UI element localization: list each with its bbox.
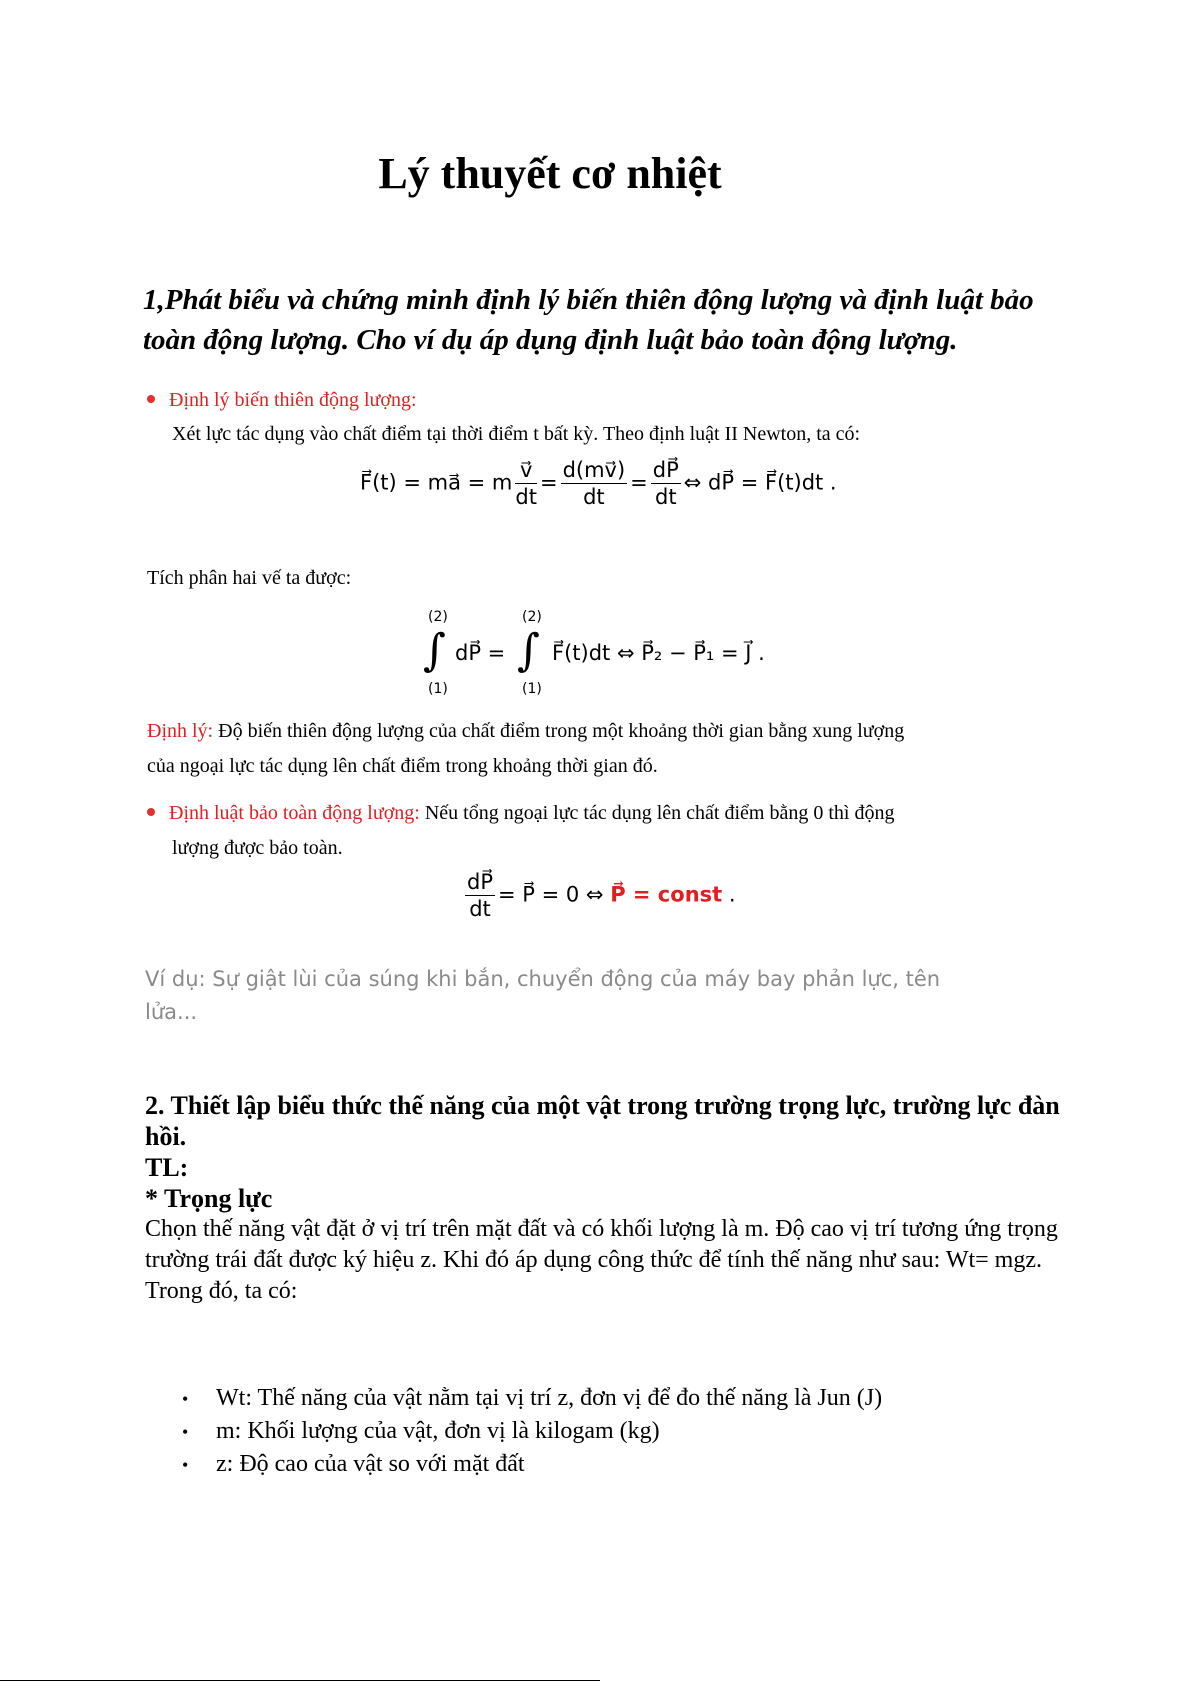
- eq1-fraction-1: $\frac{v⃗}{dt}$: [515, 458, 537, 509]
- integrate-text: Tích phân hai vế ta được:: [147, 567, 352, 589]
- question-2-block: [145, 1090, 1075, 1307]
- bullet-dot-icon: [147, 395, 155, 403]
- eq3-fraction: $\frac{dP⃗}{dt}$: [467, 870, 493, 921]
- integral-sign-icon: ∫: [517, 625, 540, 676]
- eq2-part2: F⃗(t)dt ⇔ P⃗₂ − P⃗₁ = J⃗ .: [552, 641, 765, 665]
- question-2-heading: 2. Thiết lập biểu thức thế năng của một vật trong trường trọng lực, trường lực đàn hồi.: [145, 1091, 1060, 1151]
- gravity-paragraph: Chọn thế năng vật đặt ở vị trí trên mặt đất và có khối lượng là m. Độ cao vị trí tương ứng trọng trường trái đất được ký hiệu z. Khi đó áp dụng công thức để tính thế năng như sau: Wt= mgz.: [145, 1216, 1058, 1273]
- integral-sign-icon: ∫: [423, 625, 446, 676]
- theorem-statement: Định lý: Độ biến thiên động lượng của chất điểm trong một khoảng thời gian bằng xung lượng: [147, 720, 905, 742]
- page-title: Lý thuyết cơ nhiệt: [378, 149, 722, 198]
- example-line-1: Ví dụ: Sự giật lùi của súng khi bắn, chuyển động của máy bay phản lực, tên: [145, 967, 941, 991]
- int2-upper: (2): [522, 609, 542, 625]
- eq1-rhs: ⇔ dP⃗ = F⃗(t)dt .: [683, 470, 837, 495]
- intro-text: Xét lực tác dụng vào chất điểm tại thời điểm t bất kỳ. Theo định luật II Newton, ta có:: [172, 423, 861, 445]
- eq1-fraction-2: $\frac{d(mv⃗)}{dt}$: [562, 458, 626, 509]
- int1-upper: (2): [428, 609, 448, 625]
- list-item: • Wt: Thế năng của vật nằm tại vị trí z, đơn vị để đo thế năng là Jun (J): [182, 1382, 882, 1415]
- gravity-subheading: * Trọng lực: [145, 1184, 273, 1213]
- trong-do-text: Trong đó, ta có:: [145, 1278, 298, 1304]
- answer-label: TL:: [145, 1153, 189, 1182]
- int2-lower: (1): [522, 681, 542, 697]
- eq2-part1: dP⃗ =: [455, 641, 506, 665]
- equation-newton: F⃗(t) = ma⃗ = m $\frac{v⃗}{dt}$ = $\frac{d(mv⃗)}{dt}$ = $\frac{dP⃗}{dt}$ ⇔ dP⃗ = F⃗(t)dt .: [360, 458, 837, 509]
- bullet-title: Định luật bảo toàn động lượng:: [169, 802, 420, 824]
- list-item: • m: Khối lượng của vật, đơn vị là kilogam (kg): [182, 1415, 882, 1448]
- const-result: P⃗ = const: [610, 882, 723, 907]
- int1-lower: (1): [428, 681, 448, 697]
- definitions-list: [182, 1382, 882, 1481]
- question-1-heading: 1,Phát biểu và chứng minh định lý biến thiên động lượng và định luật bảo toàn động lượng. Cho ví dụ áp dụng định luật bảo toàn động lượng.: [143, 284, 1034, 356]
- example-line-2: lửa...: [145, 1000, 198, 1024]
- bullet-title: Định lý biến thiên động lượng:: [169, 389, 417, 411]
- bullet-dot-icon: [147, 808, 155, 816]
- theorem-statement-cont: của ngoại lực tác dụng lên chất điểm trong khoảng thời gian đó.: [147, 755, 658, 777]
- equation-conservation: $\frac{dP⃗}{dt}$ = P⃗ = 0 ⇔ P⃗ = const .: [467, 870, 736, 921]
- eq1-lhs: F⃗(t) = ma⃗ = m: [360, 470, 513, 495]
- page-bottom-divider: [0, 1680, 600, 1681]
- bullet-conservation-law: Định luật bảo toàn động lượng: Nếu tổng ngoại lực tác dụng lên chất điểm bằng 0 thì động: [147, 802, 894, 825]
- list-item: • z: Độ cao của vật so với mặt đất: [182, 1448, 882, 1481]
- eq1-fraction-3: $\frac{dP⃗}{dt}$: [652, 458, 679, 509]
- bullet-conservation-cont: lượng được bảo toàn.: [172, 837, 343, 859]
- theorem-label: Định lý:: [147, 720, 214, 742]
- bullet-momentum-theorem: [147, 389, 417, 412]
